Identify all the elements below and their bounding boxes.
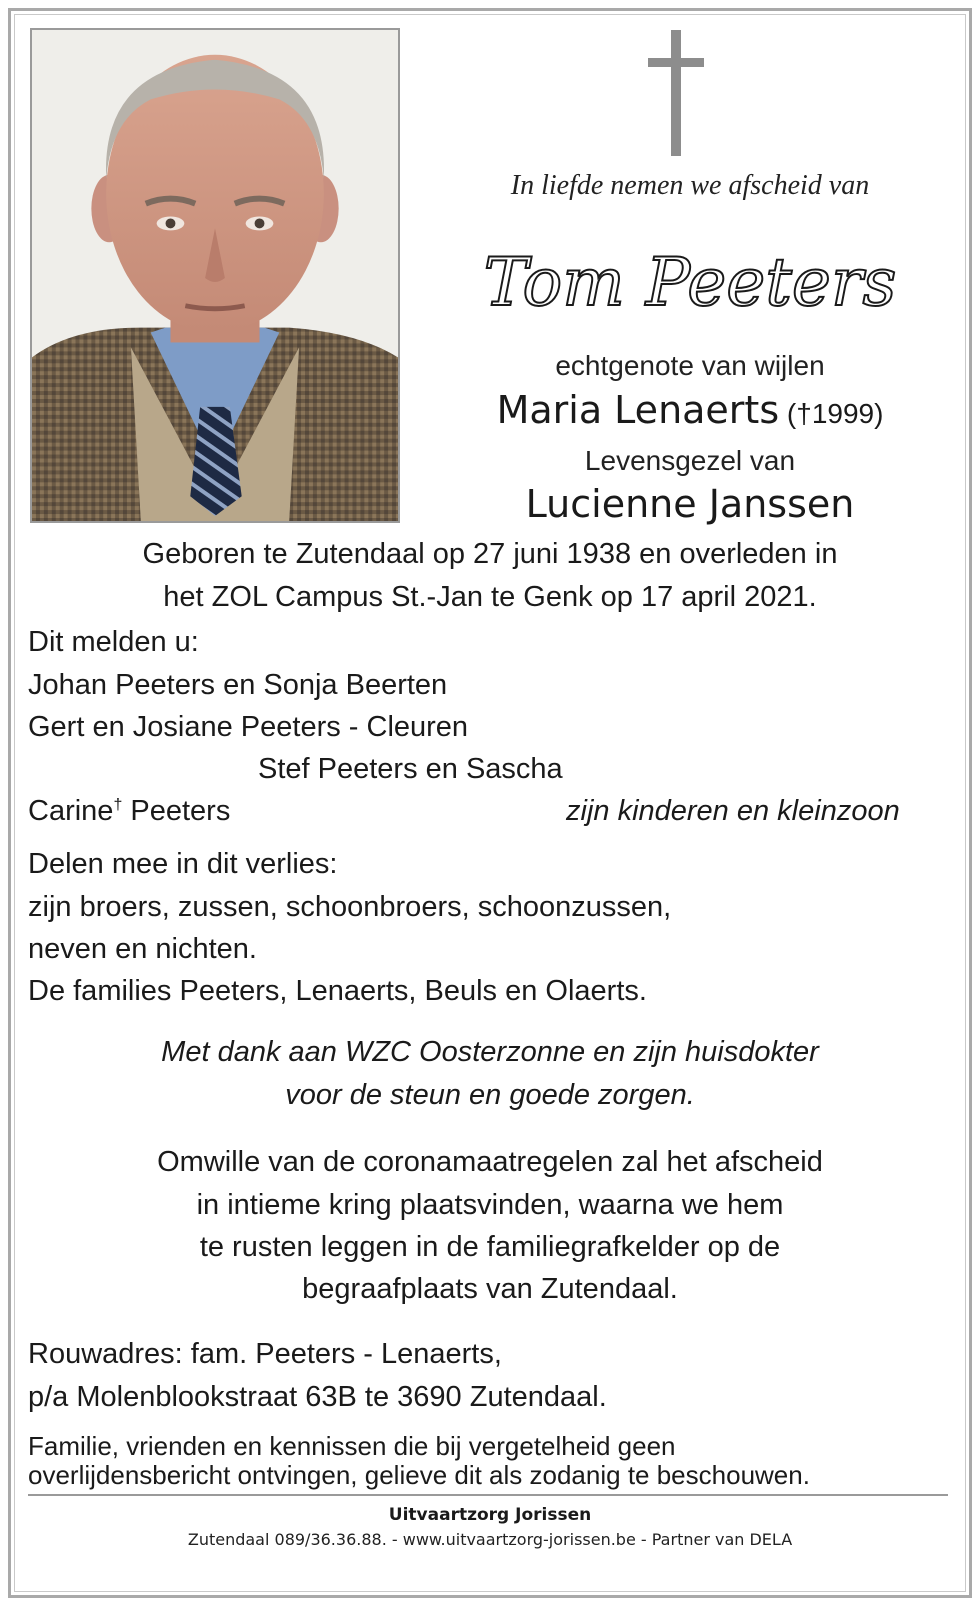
sharing-line-3: neven en nichten. <box>28 933 257 965</box>
spouse-name-text: Maria Lenaerts <box>496 388 780 432</box>
sharing-line-2: zijn broers, zussen, schoonbroers, schoonzussen, <box>28 891 672 923</box>
birth-death-line-1: Geboren te Zutendaal op 27 juni 1938 en overleden in <box>142 538 838 570</box>
partner-name: Lucienne Janssen <box>525 482 855 526</box>
announcer-carine: Carine <box>28 795 114 827</box>
ceremony-line-1: Omwille van de coronamaatregelen zal het afscheid <box>157 1146 823 1178</box>
announcer-line-3: Stef Peeters en Sascha <box>258 753 563 785</box>
notice-line-1: Familie, vrienden en kennissen die bij vergetelheid geen <box>28 1431 676 1461</box>
footer-company: Uitvaartzorg Jorissen <box>388 1505 592 1525</box>
ceremony-line-2: in intieme kring plaatsvinden, waarna we hem <box>196 1189 784 1221</box>
portrait-photo <box>30 28 400 523</box>
thanks-line-1: Met dank aan WZC Oosterzonne en zijn huisdokter <box>161 1036 819 1068</box>
announcers-heading: Dit melden u: <box>28 626 199 658</box>
sharing-line-1: Delen mee in dit verlies: <box>28 848 338 880</box>
footer-contact: Zutendaal 089/36.36.88. - www.uitvaartzorg-jorissen.be - Partner van DELA <box>187 1530 793 1549</box>
notice-line-2: overlijdensbericht ontvingen, gelieve dit als zodanig te beschouwen. <box>28 1460 810 1490</box>
announcer-relation: zijn kinderen en kleinzoon <box>566 795 900 827</box>
spouse-death-year: (†1999) <box>779 398 884 429</box>
deceased-name-text: Tom Peeters <box>483 244 897 321</box>
address-line-1: Rouwadres: fam. Peeters - Lenaerts, <box>28 1338 502 1370</box>
footer-divider <box>28 1494 948 1496</box>
partner-label: Levensgezel van <box>584 445 796 476</box>
ceremony-line-3: te rusten leggen in de familiegrafkelder op de <box>199 1231 781 1263</box>
birth-death-line-2: het ZOL Campus St.-Jan te Genk op 17 april 2021. <box>163 581 817 613</box>
address-line-2: p/a Molenblookstraat 63B te 3690 Zutendaal. <box>28 1381 607 1413</box>
cross-icon <box>648 30 704 156</box>
intro-text: In liefde nemen we afscheid van <box>510 170 870 201</box>
announcer-line-2: Gert en Josiane Peeters - Cleuren <box>28 711 469 743</box>
ceremony-line-4: begraafplaats van Zutendaal. <box>302 1273 678 1305</box>
announcer-carine-surname: Peeters <box>122 795 231 827</box>
spouse-name <box>430 388 950 432</box>
sharing-line-4: De families Peeters, Lenaerts, Beuls en Olaerts. <box>28 975 647 1007</box>
announcer-line-1: Johan Peeters en Sonja Beerten <box>28 669 448 701</box>
deceased-name <box>455 220 925 340</box>
spouse-label: echtgenote van wijlen <box>555 350 825 381</box>
dagger-mark: † <box>113 796 123 814</box>
thanks-line-2: voor de steun en goede zorgen. <box>285 1079 695 1111</box>
announcer-line-4 <box>28 795 230 828</box>
